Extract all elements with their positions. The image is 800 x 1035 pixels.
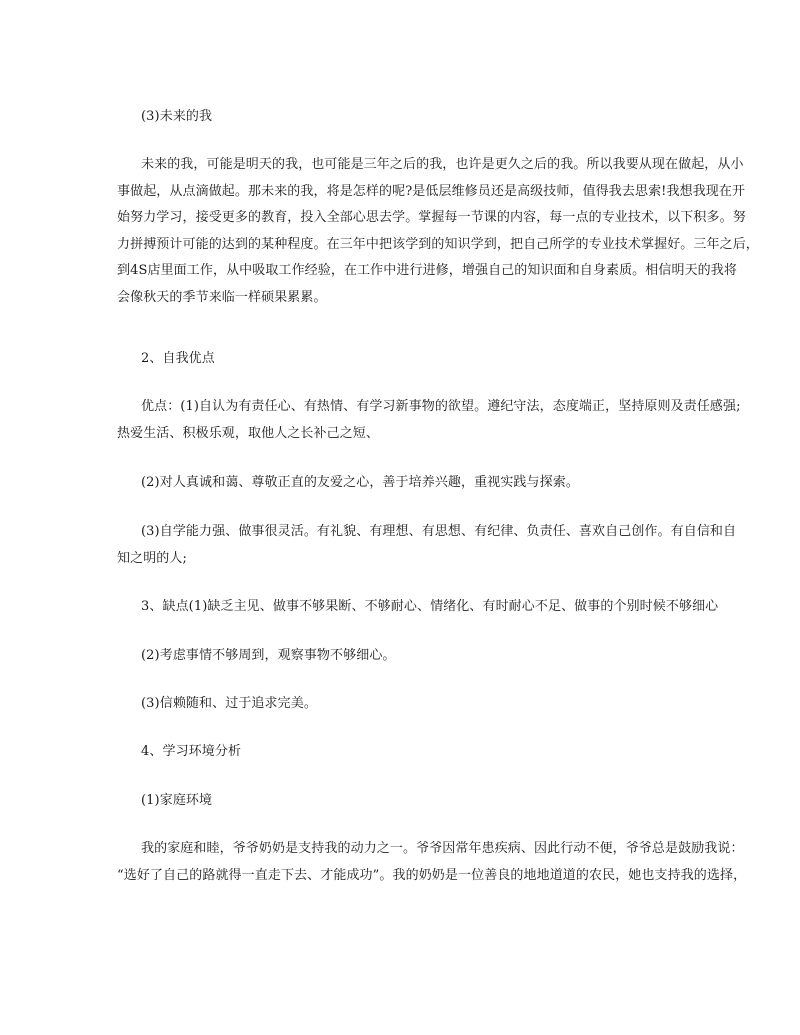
text-line: (2)考虑事情不够周到，观察事物不够细心。 xyxy=(141,648,396,663)
text-line: 3、缺点(1)缺乏主见、做事不够果断、不够耐心、情绪化、有时耐心不足、做事的个别时候不够细心 xyxy=(141,599,719,614)
text-line: 未来的我，可能是明天的我，也可能是三年之后的我，也许是更久之后的我。所以我要从现在做起，从小 xyxy=(141,157,744,172)
heading-future-self xyxy=(117,104,683,131)
text-line: (1)家庭环境 xyxy=(141,793,213,808)
text-line: 力拼搏预计可能的达到的某种程度。在三年中把该学到的知识学到，把自己所学的专业技术掌握好。三年之后， xyxy=(117,236,759,252)
text-line: (3)自学能力强、做事很灵活。有礼貌、有理想、有思想、有纪律、负责任、喜欢自己创作。有自信和自 xyxy=(141,524,737,539)
text-line: 优点：(1)自认为有责任心、有热情、有学习新事物的欲望。遵纪守法，态度端正，坚持原则及责任感强; xyxy=(141,399,741,414)
paragraph-family-environment xyxy=(117,836,747,889)
heading-family-environment xyxy=(117,788,683,815)
text-line: (3)未来的我 xyxy=(141,109,213,124)
text-line: 会像秋天的季节来临一样硕果累累。 xyxy=(117,289,327,305)
text-line: 知之明的人; xyxy=(117,550,187,566)
paragraph-weaknesses-3 xyxy=(117,691,683,718)
text-line: 2、自我优点 xyxy=(141,351,215,366)
heading-learning-environment xyxy=(117,739,683,766)
paragraph-weaknesses-1 xyxy=(117,594,719,621)
text-line: 到4S店里面工作，从中吸取工作经验，在工作中进行进修，增强自己的知识面和自身素质。相信明天的我将 xyxy=(117,263,737,278)
heading-strengths xyxy=(117,346,683,373)
paragraph-strengths-3 xyxy=(117,519,737,572)
paragraph-future-self xyxy=(117,152,759,311)
paragraph-strengths-2 xyxy=(117,470,683,497)
text-line: 我的家庭和睦，爷爷奶奶是支持我的动力之一。爷爷因常年患疾病、因此行动不便，爷爷总是鼓励我说： xyxy=(141,841,744,856)
text-line: (3)信赖随和、过于追求完美。 xyxy=(141,696,317,711)
text-line: “选好了自己的路就得一直走下去、才能成功”。我的奶奶是一位善良的地地道道的农民，她也支持我的选择， xyxy=(117,867,747,883)
paragraph-strengths-1 xyxy=(117,394,741,447)
text-line: 4、学习环境分析 xyxy=(141,744,242,759)
text-line: 事做起，从点滴做起。那未来的我，将是怎样的呢?是低层维修员还是高级技师，值得我去思索!我想我现在开 xyxy=(117,183,746,199)
text-line: 始努力学习，接受更多的教育，投入全部心思去学。掌握每一节课的内容，每一点的专业技术，以下积多。努 xyxy=(117,210,746,225)
text-line: 热爱生活、积极乐观，取他人之长补己之短、 xyxy=(117,425,380,441)
paragraph-weaknesses-2 xyxy=(117,643,683,670)
text-line: (2)对人真诚和蔼、尊敬正直的友爱之心，善于培养兴趣，重视实践与探索。 xyxy=(141,475,579,490)
